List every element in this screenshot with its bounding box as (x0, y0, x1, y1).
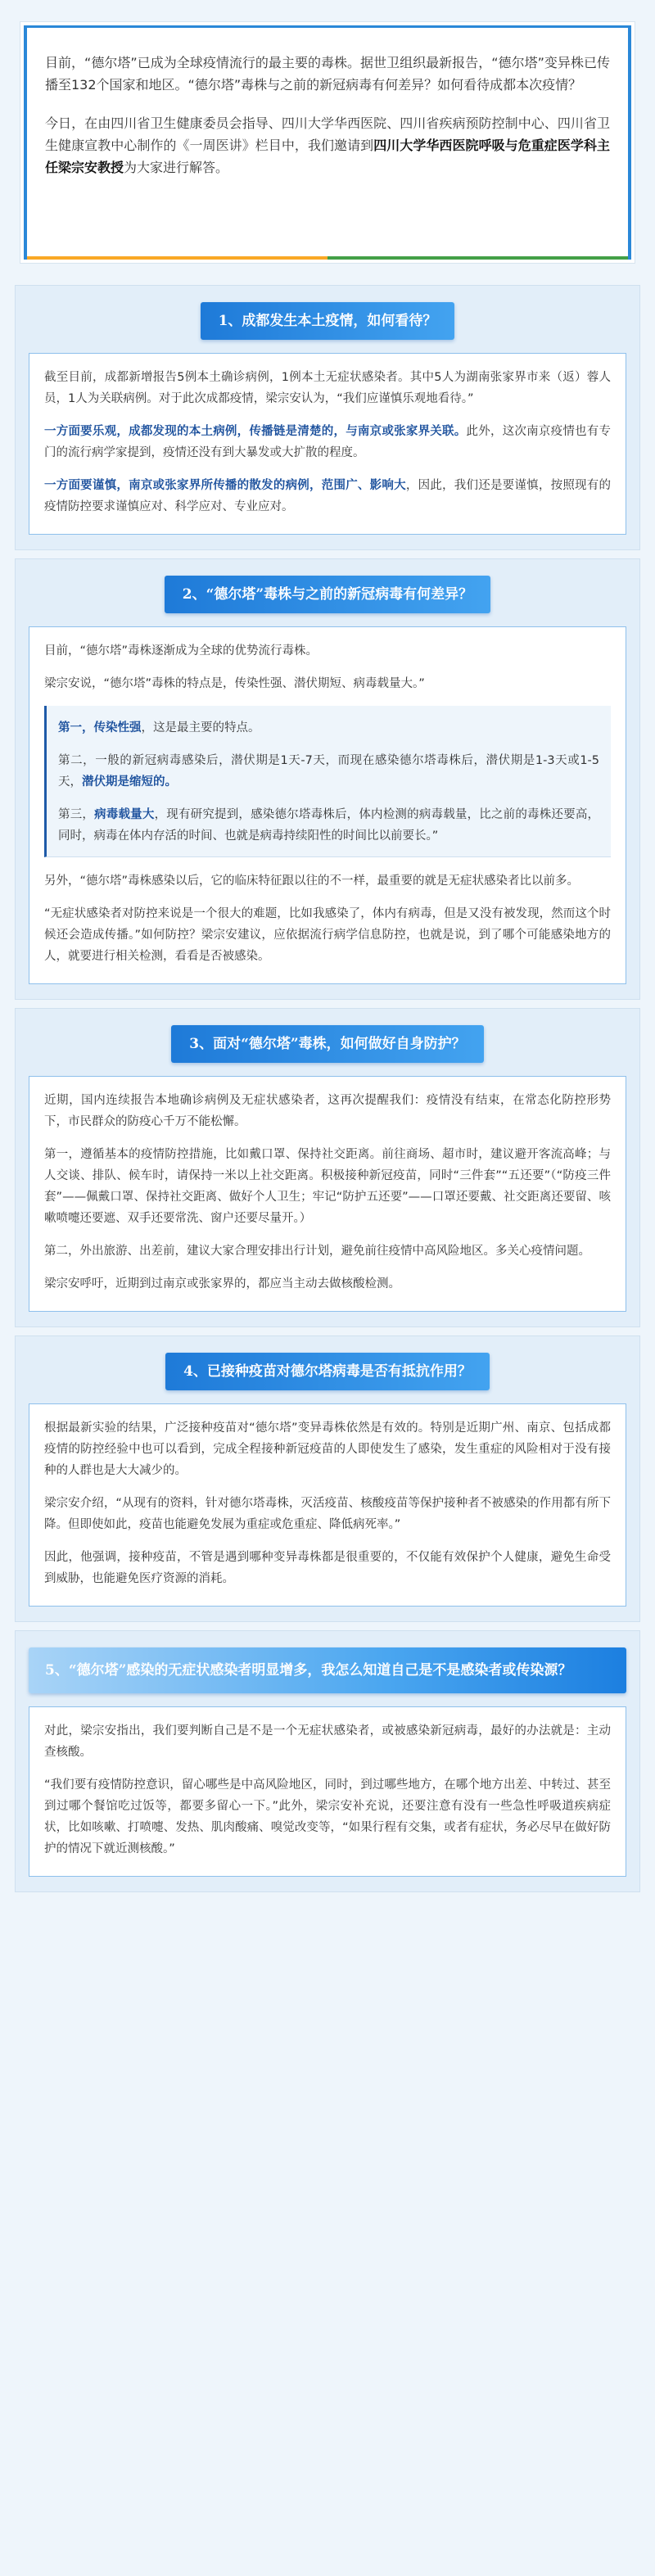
paragraph: “我们要有疫情防控意识，留心哪些是中高风险地区，同时，到过哪些地方，在哪个地方出差、中转过、甚至到过哪个餐馆吃过饭等，都要多留心一下。”此外，梁宗安补充说，还要注意有没有一些急性呼吸道疾病症状，比如咳嗽、打喷嚏、发热、肌肉酸痛、嗅觉改变等，“如果行程有交集，或者有症状，务必尽早在做好防护的情况下就近测核酸。” (44, 1778, 611, 1855)
paragraph: 梁宗安呼吁，近期到过南京或张家界的，都应当主动去做核酸检测。 (44, 1277, 400, 1290)
quote-paragraph (58, 804, 599, 847)
intro-frame (24, 25, 631, 260)
paragraph: 第二，外出旅游、出差前，建议大家合理安排出行计划，避免前往疫情中高风险地区。多关心疫情问题。 (44, 1245, 590, 1258)
paragraph: “无症状感染者对防控来说是一个很大的难题，比如我感染了，体内有病毒，但是又没有被发现，然而这个时候还会造成传播。”如何防控？梁宗安建议，应依据流行病学信息防控，也就是说，到了哪个可能感染地方的人，就要进行相关检测，看看是否被感染。 (44, 907, 611, 963)
highlight-text: 一方面要谨慎，南京或张家界所传播的散发的病例，范围广、影响大 (44, 479, 406, 492)
section-title: 5、“德尔塔”感染的无症状感染者明显增多，我怎么知道自己是不是感染者或传染源？ (29, 1647, 626, 1693)
paragraph: 目前，“德尔塔”毒株逐渐成为全球的优势流行毒株。 (44, 644, 318, 658)
paragraph (44, 475, 611, 517)
section-title: 1、成都发生本土疫情，如何看待？ (201, 302, 455, 340)
section-3 (15, 1008, 640, 1327)
intro-box (20, 21, 635, 264)
paragraph: 因此，他强调，接种疫苗，不管是遇到哪种变异毒株都是很重要的，不仅能有效保护个人健康，避免生命受到威胁，也能避免医疗资源的消耗。 (44, 1551, 611, 1585)
paragraph: 根据最新实验的结果，广泛接种疫苗对“德尔塔”变异毒株依然是有效的。特别是近期广州、南京、包括成都疫情的防控经验中也可以看到，完成全程接种新冠疫苗的人即使发生了感染，发生重症的风险相对于没有接种的人群也是大大减少的。 (44, 1421, 611, 1477)
intro-paragraph: 目前，“德尔塔”已成为全球疫情流行的最主要的毒株。据世卫组织最新报告，“德尔塔”变异株已传播至132个国家和地区。“德尔塔”毒株与之前的新冠病毒有何差异？如何看待成都本次疫情？ (45, 55, 610, 93)
paragraph: 第一，遵循基本的疫情防控措施，比如戴口罩、保持社交距离。前往商场、超市时，建议避开客流高峰；与人交谈、排队、候车时，请保持一米以上社交距离。积极接种新冠疫苗，同时“三件套”“五还要”（“防疫三件套”——佩戴口罩、保持社交距离、做好个人卫生；牢记“防护五还要”——口罩还要戴、社交距离还要留、咳嗽喷嚏还要遮、双手还要常洗、窗户还要尽量开。） (44, 1148, 611, 1225)
intro-text: 今日，在由四川省卫生健康委员会指导、四川大学华西医院、四川省疾病预防控制中心、四川省卫生健康宣教中心制作的《一周医讲》栏目中，我们邀请到 (45, 115, 610, 153)
paragraph: 近期，国内连续报告本地确诊病例及无症状感染者，这再次提醒我们：疫情没有结束，在常态化防控形势下，市民群众的防疫心千万不能松懈。 (44, 1094, 611, 1128)
paragraph: 对此，梁宗安指出，我们要判断自己是不是一个无症状感染者，或被感染新冠病毒，最好的办法就是：主动查核酸。 (44, 1724, 611, 1759)
section-1 (15, 285, 640, 550)
highlight-text: 潜伏期是缩短的。 (82, 775, 177, 789)
section-title: 2、“德尔塔”毒株与之前的新冠病毒有何差异？ (165, 576, 490, 613)
section-card (29, 1706, 626, 1877)
section-card (29, 1403, 626, 1607)
paragraph-text: 第二，一般的新冠病毒感染后，潜伏期是1天-7天，而现在感染德尔塔毒株后，潜伏期是1-3天或1-5天， (58, 754, 599, 789)
paragraph (44, 421, 611, 463)
highlight-text: 第一，传染性强 (58, 721, 142, 734)
quote-paragraph (58, 717, 599, 739)
section-title: 3、面对“德尔塔”毒株，如何做好自身防护？ (171, 1025, 483, 1063)
intro-paragraph (45, 112, 610, 179)
section-2 (15, 558, 640, 1000)
intro-text: 为大家进行解答。 (124, 160, 229, 175)
paragraph-text: 此外，这次南京疫情也有专门的流行病学家提到，疫情还没有到大暴发或大扩散的程度。 (44, 425, 612, 459)
paragraph: 梁宗安说，“德尔塔”毒株的特点是，传染性强、潜伏期短、病毒载量大。” (44, 677, 425, 690)
highlight-text: 病毒载量大 (94, 808, 155, 821)
expert-name: 四川大学华西医院呼吸与危重症医学科主任梁宗安教授 (45, 138, 610, 175)
paragraph: 梁宗安介绍，“从现有的资料，针对德尔塔毒株，灭活疫苗、核酸疫苗等保护接种者不被感染的作用都有所下降。但即使如此，疫苗也能避免发展为重症或危重症、降低病死率。” (44, 1497, 611, 1531)
section-card (29, 353, 626, 535)
quote-block (44, 706, 611, 857)
section-card (29, 626, 626, 984)
paragraph-text: 第三， (58, 808, 95, 821)
section-5 (15, 1630, 640, 1892)
paragraph-text: ，这是最主要的特点。 (141, 721, 260, 734)
quote-paragraph (58, 750, 599, 793)
paragraph-text: ，现有研究提到，感染德尔塔毒株后，体内检测的病毒载量，比之前的毒株还要高，同时，病毒在体内存活的时间、也就是病毒持续阳性的时间比以前要长。” (58, 808, 600, 843)
paragraph: 另外，“德尔塔”毒株感染以后，它的临床特征跟以往的不一样，最重要的就是无症状感染者比以前多。 (44, 874, 580, 888)
highlight-text: 一方面要乐观，成都发现的本土病例，传播链是清楚的，与南京或张家界关联。 (44, 425, 467, 438)
section-4 (15, 1335, 640, 1622)
paragraph-text: ，因此，我们还是要谨慎，按照现有的疫情防控要求谨慎应对、科学应对、专业应对。 (44, 479, 612, 513)
section-title: 4、已接种疫苗对德尔塔病毒是否有抵抗作用？ (165, 1353, 490, 1390)
paragraph: 截至目前，成都新增报告5例本土确诊病例，1例本土无症状感染者。其中5人为湖南张家界市来（返）蓉人员，1人为关联病例。对于此次成都疫情，梁宗安认为，“我们应谨慎乐观地看待。” (44, 371, 611, 405)
section-card (29, 1076, 626, 1312)
